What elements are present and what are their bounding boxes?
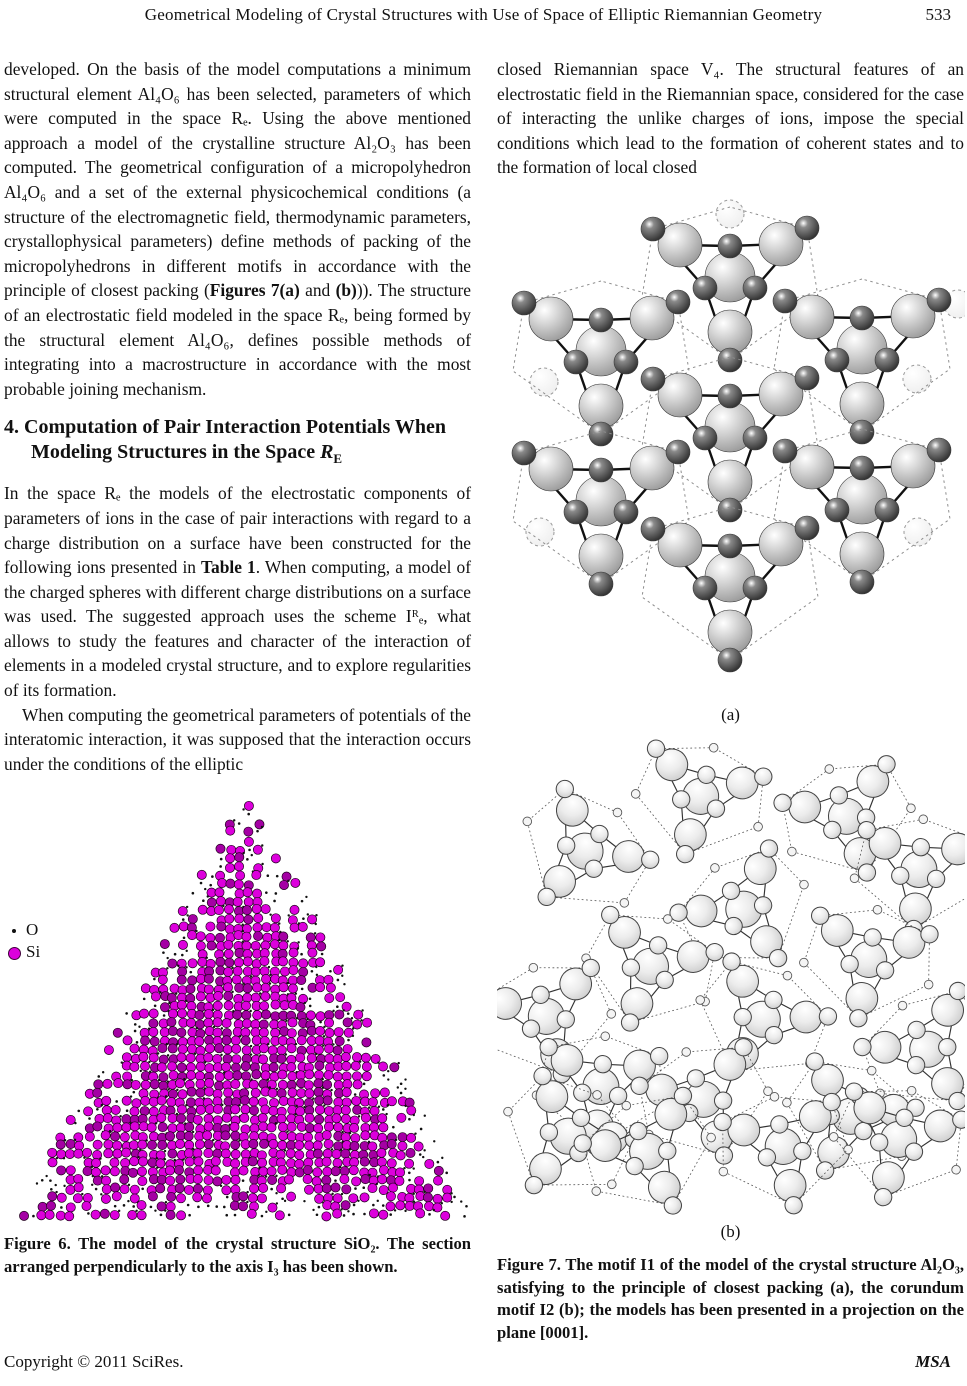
page-number: 533 bbox=[925, 5, 951, 24]
paragraph-text: In the space Rₑ the models of the electrostatic components of parameters of ions in the case of pair interactions with regard to a charge distribution on a surface have been constructed for the following ions presented in bbox=[4, 483, 471, 578]
silicon-circle-icon bbox=[6, 941, 22, 962]
figure-7b-label: (b) bbox=[720, 1221, 741, 1241]
figure-7-caption: Figure 7. The motif I1 of the model of the crystal structure Al₂O₃, satisfying to the principle of closest packing (a), the corundum motif I2 (b); the models has been presented in a projection on the plane [0001]. bbox=[497, 1255, 964, 1342]
sio2-crystal-plot bbox=[4, 792, 471, 1223]
al4o6-motif-packing bbox=[497, 196, 965, 701]
copyright-notice: Copyright © 2011 SciRes. bbox=[4, 1352, 184, 1371]
paragraph-text: developed. On the basis of the model computations a minimum structural element Al₄O₆ has been selected, parameters of which were computed in the space Rₑ. Using the above mentioned approach a model of the crystalline structure Al₂O₃ has been computed. The geometrical configuration of a micropolyhedron Al₄O₆ and a set of the external physicochemical conditions (a structure of the electromagnetic field, thermodynamic parameters, crystallophysical parameters) define methods of packing of the micropolyhedrons in different motifs in accordance with the principle of closest packing ( bbox=[4, 59, 471, 301]
corundum-motif bbox=[497, 732, 965, 1218]
figure-reference: (b) bbox=[335, 280, 357, 301]
body-paragraph bbox=[4, 481, 471, 702]
legend-label: O bbox=[26, 919, 39, 939]
section-heading bbox=[4, 415, 471, 471]
figure-6-caption: Figure 6. The model of the crystal structure SiO₂. The section arranged perpendicularly to the axis I₃ has been shown. bbox=[4, 1234, 471, 1277]
legend-item-silicon bbox=[6, 940, 40, 962]
oxygen-dot-icon bbox=[6, 919, 22, 940]
figure-7b-image bbox=[497, 732, 964, 1218]
table-reference: Table 1 bbox=[201, 557, 256, 578]
right-column bbox=[497, 57, 964, 1345]
paragraph-text: )). The structure of an electrostatic field modeled in the space Rₑ, being formed by the structural element Al₄O₆, defines possible methods of integrating into a macrostructure in accordance with the most probable joining mechanism. bbox=[4, 280, 471, 399]
body-paragraph: When computing the geometrical parameters of potentials of the interatomic interaction, it was supposed that the interaction occurs under the conditions of the elliptic bbox=[4, 704, 471, 774]
legend-item-oxygen bbox=[6, 918, 40, 940]
math-symbol-R: R bbox=[320, 441, 334, 464]
paragraph-text: . When computing, a model of the charged spheres with different charge distributions on a surface was used. The suggested approach uses the scheme Iᴿₑ, what allows to study the features and character of the interaction of elements in a modeled crystal structure, and to explore regularities of its formation. bbox=[4, 557, 471, 701]
body-paragraph bbox=[4, 57, 471, 401]
figure-6-legend bbox=[6, 918, 40, 962]
figure-7a-label: (a) bbox=[721, 704, 740, 724]
figure-6-image bbox=[4, 792, 471, 1223]
figure-7a-image bbox=[497, 196, 964, 701]
math-subscript-E: E bbox=[333, 451, 343, 467]
figure-reference: Figures 7(a) bbox=[209, 280, 300, 301]
body-paragraph: closed Riemannian space V₄. The structural features of an electrostatic field in the Riemannian space, considered for the case of interacting the unlike charges of ions, impose the special conditions which lead to the formation of coherent states and to the formation of local closed bbox=[497, 59, 964, 178]
paragraph-text: and bbox=[299, 280, 336, 301]
legend-label: Si bbox=[26, 941, 41, 961]
left-column bbox=[4, 57, 471, 1279]
running-head-title: Geometrical Modeling of Crystal Structures with Use of Space of Elliptic Riemannian Geometry bbox=[144, 5, 823, 24]
journal-abbreviation: MSA bbox=[915, 1352, 951, 1371]
section-heading-text: 4. Computation of Pair Interaction Potentials When Modeling Structures in the Space bbox=[4, 416, 447, 464]
